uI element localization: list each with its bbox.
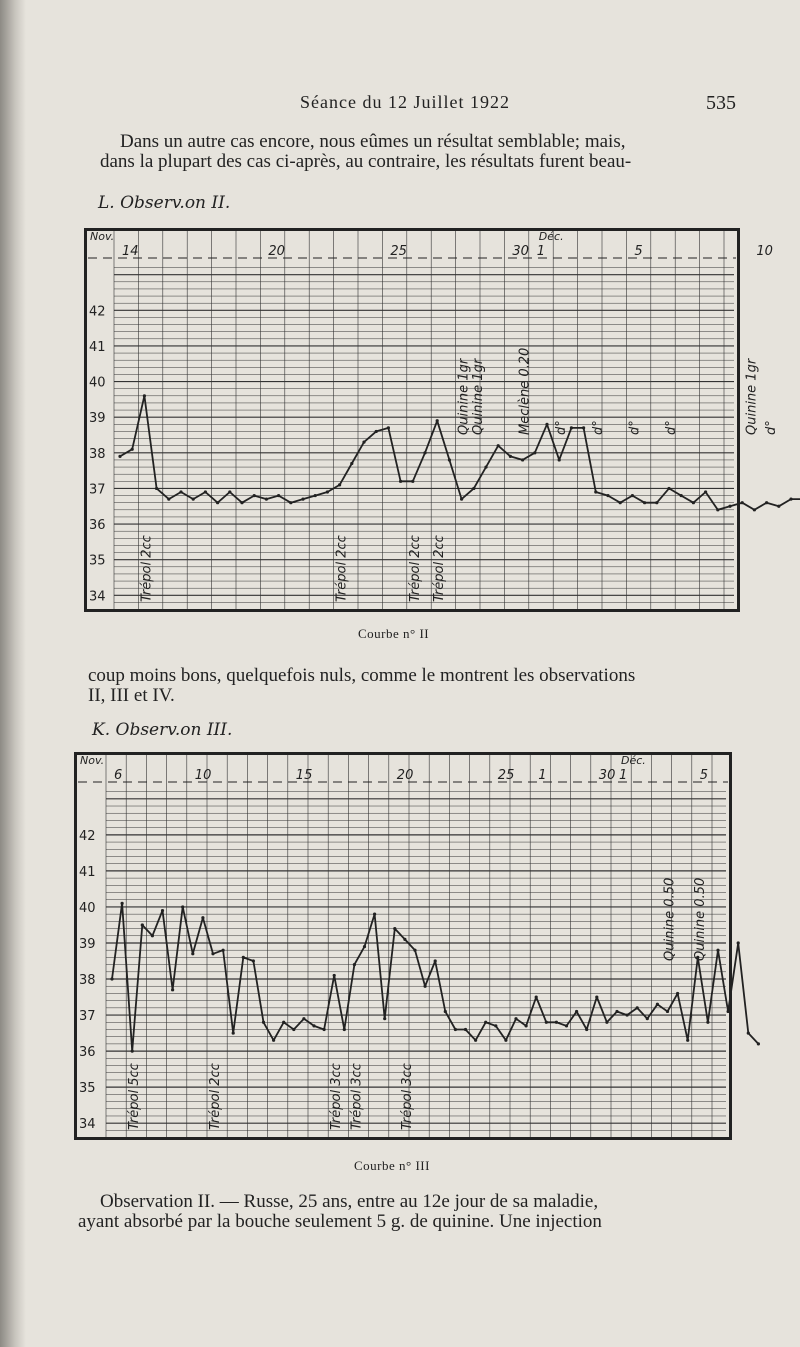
x-tick-label: 25 — [497, 768, 515, 783]
y-tick-label: 42 — [79, 828, 96, 844]
dose-annotation: Quinine 1gr — [456, 358, 472, 435]
dose-annotation: d° — [627, 420, 643, 435]
temperature-point — [686, 1039, 689, 1042]
temperature-point — [323, 1028, 326, 1031]
temperature-point — [434, 959, 437, 962]
temperature-point — [514, 1017, 517, 1020]
caption-courbe-ii: Courbe n° II — [358, 626, 430, 641]
x-tick-label: 20 — [268, 244, 285, 259]
dose-annotation: Trépol 3cc — [399, 1063, 415, 1130]
temperature-point — [594, 490, 597, 493]
temperature-point — [504, 1039, 507, 1042]
dose-annotation: Quinine 1gr — [471, 358, 487, 435]
temperature-point — [399, 480, 402, 483]
x-tick-label: 1 — [536, 244, 546, 259]
x-tick-label: 10 — [756, 244, 773, 259]
temperature-point — [444, 1010, 447, 1013]
temperature-point — [716, 508, 719, 511]
temperature-point — [413, 949, 416, 952]
x-tick-label: 5 — [699, 768, 709, 783]
x-tick-label: 6 — [114, 768, 123, 783]
temperature-point — [141, 923, 144, 926]
temperature-point — [494, 1024, 497, 1027]
y-tick-label: 40 — [89, 375, 106, 391]
temperature-point — [204, 490, 207, 493]
temperature-point — [521, 458, 524, 461]
temperature-point — [240, 501, 243, 504]
x-tick-label: 5 — [634, 244, 643, 259]
temperature-point — [464, 1028, 467, 1031]
temperature-point — [484, 465, 487, 468]
dose-annotation: Trépol 5cc — [127, 1063, 143, 1130]
temperature-chart-svg — [84, 228, 780, 612]
dose-annotation: Quinine 1gr — [744, 358, 760, 435]
temperature-point — [191, 952, 194, 955]
temperature-point — [350, 462, 353, 465]
fever-chart-iii — [74, 752, 732, 1140]
temperature-point — [460, 498, 463, 501]
temperature-point — [741, 501, 744, 504]
y-tick-label: 37 — [89, 482, 106, 498]
dose-annotation: Trépol 2cc — [334, 535, 350, 602]
temperature-point — [497, 444, 500, 447]
temperature-point — [484, 1021, 487, 1024]
y-tick-label: 34 — [89, 589, 106, 605]
temperature-point — [555, 1021, 558, 1024]
observation-label-3: K. Observ.on III. — [92, 720, 233, 740]
temperature-point — [680, 494, 683, 497]
temperature-point — [363, 945, 366, 948]
temperature-point — [192, 498, 195, 501]
text-line: coup moins bons, quelquefois nuls, comme le montrent les observations — [88, 665, 636, 686]
y-tick-label: 34 — [79, 1117, 96, 1133]
temperature-point — [393, 927, 396, 930]
temperature-point — [747, 1031, 750, 1034]
dose-annotation: Quinine 0.50 — [692, 877, 708, 961]
temperature-point — [171, 988, 174, 991]
y-tick-label: 41 — [79, 864, 96, 880]
temperature-point — [692, 501, 695, 504]
x-tick-label: 30 — [512, 244, 529, 259]
y-tick-label: 36 — [89, 518, 106, 534]
temperature-point — [302, 1017, 305, 1020]
temperature-point — [777, 505, 780, 508]
temperature-point — [737, 941, 740, 944]
temperature-point — [222, 949, 225, 952]
temperature-point — [110, 977, 113, 980]
temperature-point — [314, 494, 317, 497]
text-line: dans la plupart des cas ci-après, au contraire, les résultats furent beau- — [100, 151, 632, 172]
text-line: Dans un autre cas encore, nous eûmes un résultat semblable; mais, — [120, 131, 626, 152]
temperature-point — [525, 1024, 528, 1027]
temperature-point — [373, 913, 376, 916]
paragraph-middle — [88, 666, 738, 706]
temperature-point — [228, 490, 231, 493]
temperature-point — [131, 448, 134, 451]
dose-annotation: Trépol 2cc — [139, 535, 155, 602]
temperature-point — [765, 501, 768, 504]
paragraph-intro — [100, 132, 740, 172]
month-label: Nov. — [80, 754, 105, 767]
temperature-point — [533, 451, 536, 454]
observation-label-2: L. Observ.on II. — [98, 193, 231, 213]
y-tick-label: 37 — [79, 1009, 96, 1025]
temperature-point — [131, 1050, 134, 1053]
dose-annotation: Trépol 3cc — [349, 1063, 365, 1130]
dose-annotation: Trépol 3cc — [329, 1063, 345, 1130]
temperature-point — [277, 494, 280, 497]
temperature-point — [161, 909, 164, 912]
temperature-point — [118, 455, 121, 458]
temperature-point — [292, 1028, 295, 1031]
y-tick-label: 40 — [79, 900, 96, 916]
temperature-point — [626, 1013, 629, 1016]
x-tick-label: 25 — [390, 244, 407, 259]
month-label: Nov. — [90, 230, 115, 243]
temperature-point — [265, 498, 268, 501]
temperature-point — [706, 1021, 709, 1024]
temperature-point — [631, 494, 634, 497]
temperature-point — [179, 490, 182, 493]
y-tick-label: 38 — [79, 973, 96, 989]
x-tick-label: 30 — [598, 768, 616, 783]
x-tick-label: 15 — [295, 768, 313, 783]
text-line: ayant absorbé par la bouche seulement 5 g. de quinine. Une injection — [78, 1211, 602, 1232]
temperature-point — [727, 1010, 730, 1013]
y-tick-label: 38 — [89, 446, 106, 462]
temperature-point — [333, 974, 336, 977]
y-tick-label: 39 — [79, 936, 96, 952]
temperature-point — [411, 480, 414, 483]
temperature-point — [615, 1010, 618, 1013]
x-tick-label: 10 — [194, 768, 212, 783]
temperature-point — [282, 1021, 285, 1024]
temperature-point — [646, 1017, 649, 1020]
temperature-point — [232, 1031, 235, 1034]
temperature-point — [383, 1017, 386, 1020]
temperature-point — [666, 1010, 669, 1013]
y-tick-label: 35 — [79, 1081, 96, 1097]
dose-annotation: d° — [764, 420, 780, 435]
page-header — [0, 92, 800, 122]
temperature-point — [545, 1021, 548, 1024]
temperature-point — [656, 1003, 659, 1006]
temperature-point — [643, 501, 646, 504]
temperature-point — [362, 441, 365, 444]
x-tick-label: 1 — [538, 768, 547, 783]
temperature-point — [582, 426, 585, 429]
paragraph-observation-ii — [78, 1192, 718, 1232]
temperature-line — [112, 903, 758, 1051]
temperature-point — [757, 1042, 760, 1045]
temperature-point — [565, 1024, 568, 1027]
temperature-point — [472, 487, 475, 490]
temperature-point — [326, 490, 329, 493]
temperature-point — [454, 1028, 457, 1031]
temperature-point — [403, 938, 406, 941]
temperature-point — [535, 995, 538, 998]
temperature-point — [353, 963, 356, 966]
temperature-point — [262, 1021, 265, 1024]
temperature-point — [167, 498, 170, 501]
temperature-point — [448, 458, 451, 461]
temperature-point — [312, 1024, 315, 1027]
dose-annotation: d° — [590, 420, 606, 435]
x-tick-label: 20 — [396, 768, 414, 783]
temperature-point — [375, 430, 378, 433]
page-number: 535 — [706, 92, 736, 114]
temperature-point — [424, 985, 427, 988]
temperature-point — [789, 498, 792, 501]
month-label: Déc. — [538, 230, 564, 243]
temperature-point — [728, 505, 731, 508]
temperature-point — [181, 905, 184, 908]
month-label: Déc. — [621, 754, 646, 767]
temperature-point — [636, 1006, 639, 1009]
y-tick-label: 39 — [89, 411, 106, 427]
temperature-point — [570, 426, 573, 429]
book-spine-shadow — [0, 0, 26, 1347]
dose-annotation: Trépol 2cc — [432, 535, 448, 602]
temperature-point — [595, 995, 598, 998]
running-title: Séance du 12 Juillet 1922 — [300, 92, 510, 112]
temperature-chart-svg — [74, 752, 732, 1140]
temperature-point — [509, 455, 512, 458]
dose-annotation: d° — [554, 420, 570, 435]
y-tick-label: 42 — [89, 304, 106, 320]
temperature-point — [211, 952, 214, 955]
temperature-point — [585, 1028, 588, 1031]
text-line: II, III et IV. — [88, 685, 175, 706]
dose-annotation: Quinine 0.50 — [662, 877, 678, 961]
temperature-point — [216, 501, 219, 504]
temperature-point — [301, 498, 304, 501]
dose-annotation: Trépol 2cc — [208, 1063, 223, 1130]
temperature-point — [253, 494, 256, 497]
temperature-point — [619, 501, 622, 504]
temperature-point — [704, 490, 707, 493]
text-line: Observation II. — Russe, 25 ans, entre au 12e jour de sa maladie, — [100, 1191, 599, 1212]
temperature-point — [201, 916, 204, 919]
temperature-point — [655, 501, 658, 504]
temperature-point — [423, 451, 426, 454]
caption-courbe-iii: Courbe n° III — [354, 1158, 430, 1173]
temperature-point — [676, 992, 679, 995]
temperature-point — [387, 426, 390, 429]
temperature-point — [289, 501, 292, 504]
temperature-point — [242, 956, 245, 959]
y-tick-label: 35 — [89, 553, 106, 569]
temperature-point — [753, 508, 756, 511]
y-tick-label: 41 — [89, 339, 106, 355]
temperature-point — [121, 902, 124, 905]
temperature-point — [143, 394, 146, 397]
temperature-point — [151, 934, 154, 937]
temperature-point — [474, 1039, 477, 1042]
x-tick-label: 14 — [122, 244, 139, 259]
temperature-point — [545, 423, 548, 426]
temperature-point — [272, 1039, 275, 1042]
temperature-point — [252, 959, 255, 962]
fever-chart-ii — [84, 228, 780, 612]
x-tick-label: 1 — [619, 768, 628, 783]
temperature-point — [338, 483, 341, 486]
dose-annotation: Meclène 0.20 — [517, 347, 533, 435]
temperature-point — [558, 458, 561, 461]
temperature-point — [155, 487, 158, 490]
dose-annotation: Trépol 2cc — [407, 535, 423, 602]
temperature-point — [667, 487, 670, 490]
temperature-point — [436, 419, 439, 422]
temperature-point — [575, 1010, 578, 1013]
temperature-point — [343, 1028, 346, 1031]
temperature-point — [606, 494, 609, 497]
temperature-point — [605, 1021, 608, 1024]
dose-annotation: d° — [664, 420, 679, 435]
y-tick-label: 36 — [79, 1045, 96, 1061]
temperature-point — [716, 949, 719, 952]
